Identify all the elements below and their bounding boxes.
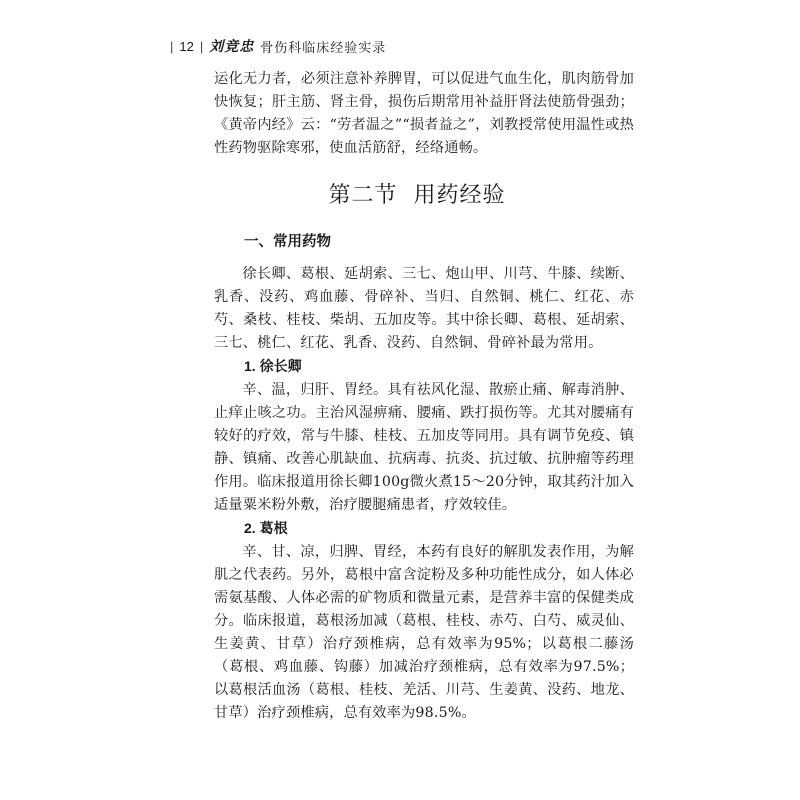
running-header [170,36,386,56]
page-body [214,68,634,725]
herb-paragraph-xuchangqing: 辛、温，归肝、胃经。具有祛风化湿、散瘀止痛、解毒消肿、止痒止咳之功。主治风湿痹痛、腰痛、跌打损伤等。尤其对腰痛有较好的疗效，常与牛膝、桂枝、五加皮等同用。具有调节免疫、镇静、镇痛、改善心肌缺血、抗病毒、抗炎、抗过敏、抗肿瘤等药理作用。临床报道用徐长卿100g微火煮15～20分钟，取其药汁加入适量粟米粉外敷，治疗腰腿痛患者，疗效较佳。 [214,382,634,513]
section-name: 用药经验 [413,183,506,208]
header-divider-left: | [170,38,174,54]
section-title [200,178,634,209]
intro-paragraph: 运化无力者，必须注意补养脾胃，可以促进气血生化，肌肉筋骨加快恢复；肝主筋、肾主骨，损伤后期常用补益肝肾法使筋骨强劲；《黄帝内经》云：“劳者温之”“损者益之”，刘教授常使用温性或热性药物驱除寒邪，使血活筋舒，经络通畅。 [214,71,634,156]
herb-heading-gegen: 2. 葛根 [244,520,288,536]
subsection-heading: 一、常用药物 [244,234,331,250]
header-book-title: 骨伤科临床经验实录 [260,40,387,56]
herb-paragraph-gegen: 辛、甘、凉，归脾、胃经，本药有良好的解肌发表作用，为解肌之代表药。另外，葛根中富含淀粉及多种功能性成分，如人体必需氨基酸、人体必需的矿物质和微量元素，是营养丰富的保健类成分。临床报道，葛根汤加减（葛根、桂枝、赤芍、白芍、威灵仙、生姜黄、甘草）治疗颈椎病，总有效率为95%；以葛根二藤汤（葛根、鸡血藤、钩藤）加减治疗颈椎病，总有效率为97.5%；以葛根活血汤（葛根、桂枝、羌活、川芎、生姜黄、没药、地龙、甘草）治疗颈椎病，总有效率为98.5%。 [214,544,634,721]
section-number: 第二节 [328,183,398,208]
common-herbs-paragraph: 徐长卿、葛根、延胡索、三七、炮山甲、川芎、牛膝、续断、乳香、没药、鸡血藤、骨碎补、当归、自然铜、桃仁、红花、赤芍、桑枝、桂枝、柴胡、五加皮等。其中徐长卿、葛根、延胡索、三七、桃仁、红花、乳香、没药、自然铜、骨碎补最为常用。 [214,266,634,351]
herb-heading-xuchangqing: 1. 徐长卿 [244,358,302,374]
header-divider-right: | [199,38,204,54]
header-author: 刘竞忠 [209,39,255,55]
page-number: 12 [179,38,194,54]
